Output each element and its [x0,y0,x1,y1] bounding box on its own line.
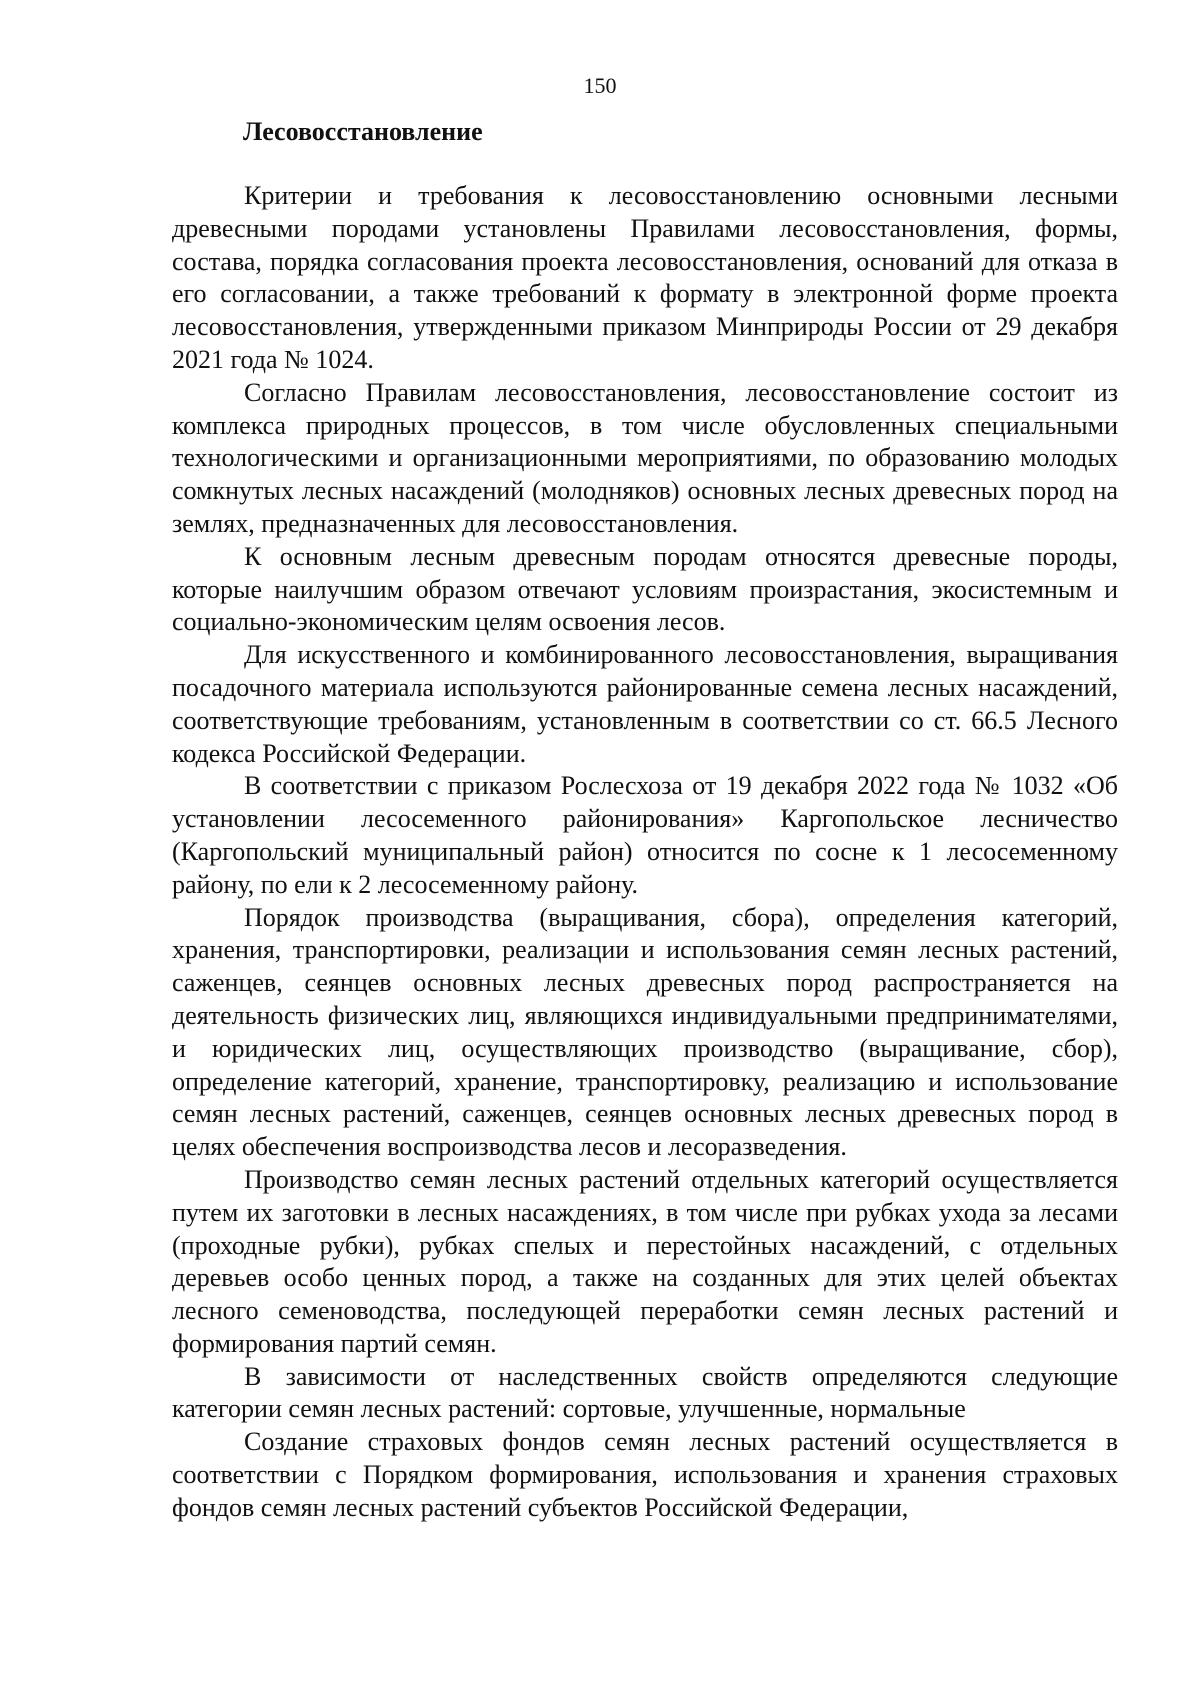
paragraph: Создание страховых фондов семян лесных растений осуществляется в соответствии с Порядком формирования, использования и хранения страховых фондов семян лесных растений субъектов Российской Федерации, [172,1427,1118,1522]
paragraph: Порядок производства (выращивания, сбора), определения категорий, хранения, транспортировки, реализации и использования семян лесных растений, саженцев, сеянцев основных лесных древесных пород распространяется на деятельность физических лиц, являющихся индивидуальными предпринимателями, и юридических лиц, осуществляющих производство (выращивание, сбор), определение категорий, хранение, транспортировку, реализацию и использование семян лесных растений, саженцев, сеянцев основных лесных древесных пород в целях обеспечения воспроизводства лесов и лесоразведения. [172,902,1118,1162]
paragraph: Согласно Правилам лесовосстановления, лесовосстановление состоит из комплекса природных процессов, в том числе обусловленных специальными технологическими и организационными мероприятиями, по образованию молодых сомкнутых лесных насаждений (молодняков) основных лесных древесных пород на землях, предназначенных для лесовосстановления. [172,377,1118,538]
paragraph: В соответствии с приказом Рослесхоза от 19 декабря 2022 года № 1032 «Об установлении лесосеменного районирования» Каргопольское лесничество (Каргопольский муниципальный район) относится по сосне к 1 лесосеменному району, по ели к 2 лесосеменному району. [172,771,1118,899]
paragraph: Для искусственного и комбинированного лесовосстановления, выращивания посадочного материала используются районированные семена лесных насаждений, соответствующие требованиям, установленным в соответствии со ст. 66.5 Лесного кодекса Российской Федерации. [172,640,1118,768]
paragraph: В зависимости от наследственных свойств определяются следующие категории семян лесных растений: сортовые, улучшенные, нормальные [172,1361,1118,1424]
paragraph: Критерии и требования к лесовосстановлению основными лесными древесными породами установлены Правилами лесовосстановления, формы, состава, порядка согласования проекта лесовосстановления, оснований для отказа в его согласовании, а также требований к формату в электронной форме проекта лесовосстановления, утвержденными приказом Минприроды России от 29 декабря 2021 года № 1024. [172,181,1118,374]
paragraph: Производство семян лесных растений отдельных категорий осуществляется путем их заготовки в лесных насаждениях, в том числе при рубках ухода за лесами (проходные рубки), рубках спелых и перестойных насаждений, с отдельных деревьев особо ценных пород, а также на созданных для этих целей объектах лесного семеноводства, последующей переработки семян лесных растений и формирования партий семян. [172,1164,1118,1358]
paragraph: К основным лесным древесным породам относятся древесные породы, которые наилучшим образом отвечают условиям произрастания, экосистемным и социально-экономическим целям освоения лесов. [172,541,1118,637]
section-heading: Лесовосстановление [243,117,483,146]
body-text [172,180,1118,1525]
page-number: 150 [583,73,617,98]
